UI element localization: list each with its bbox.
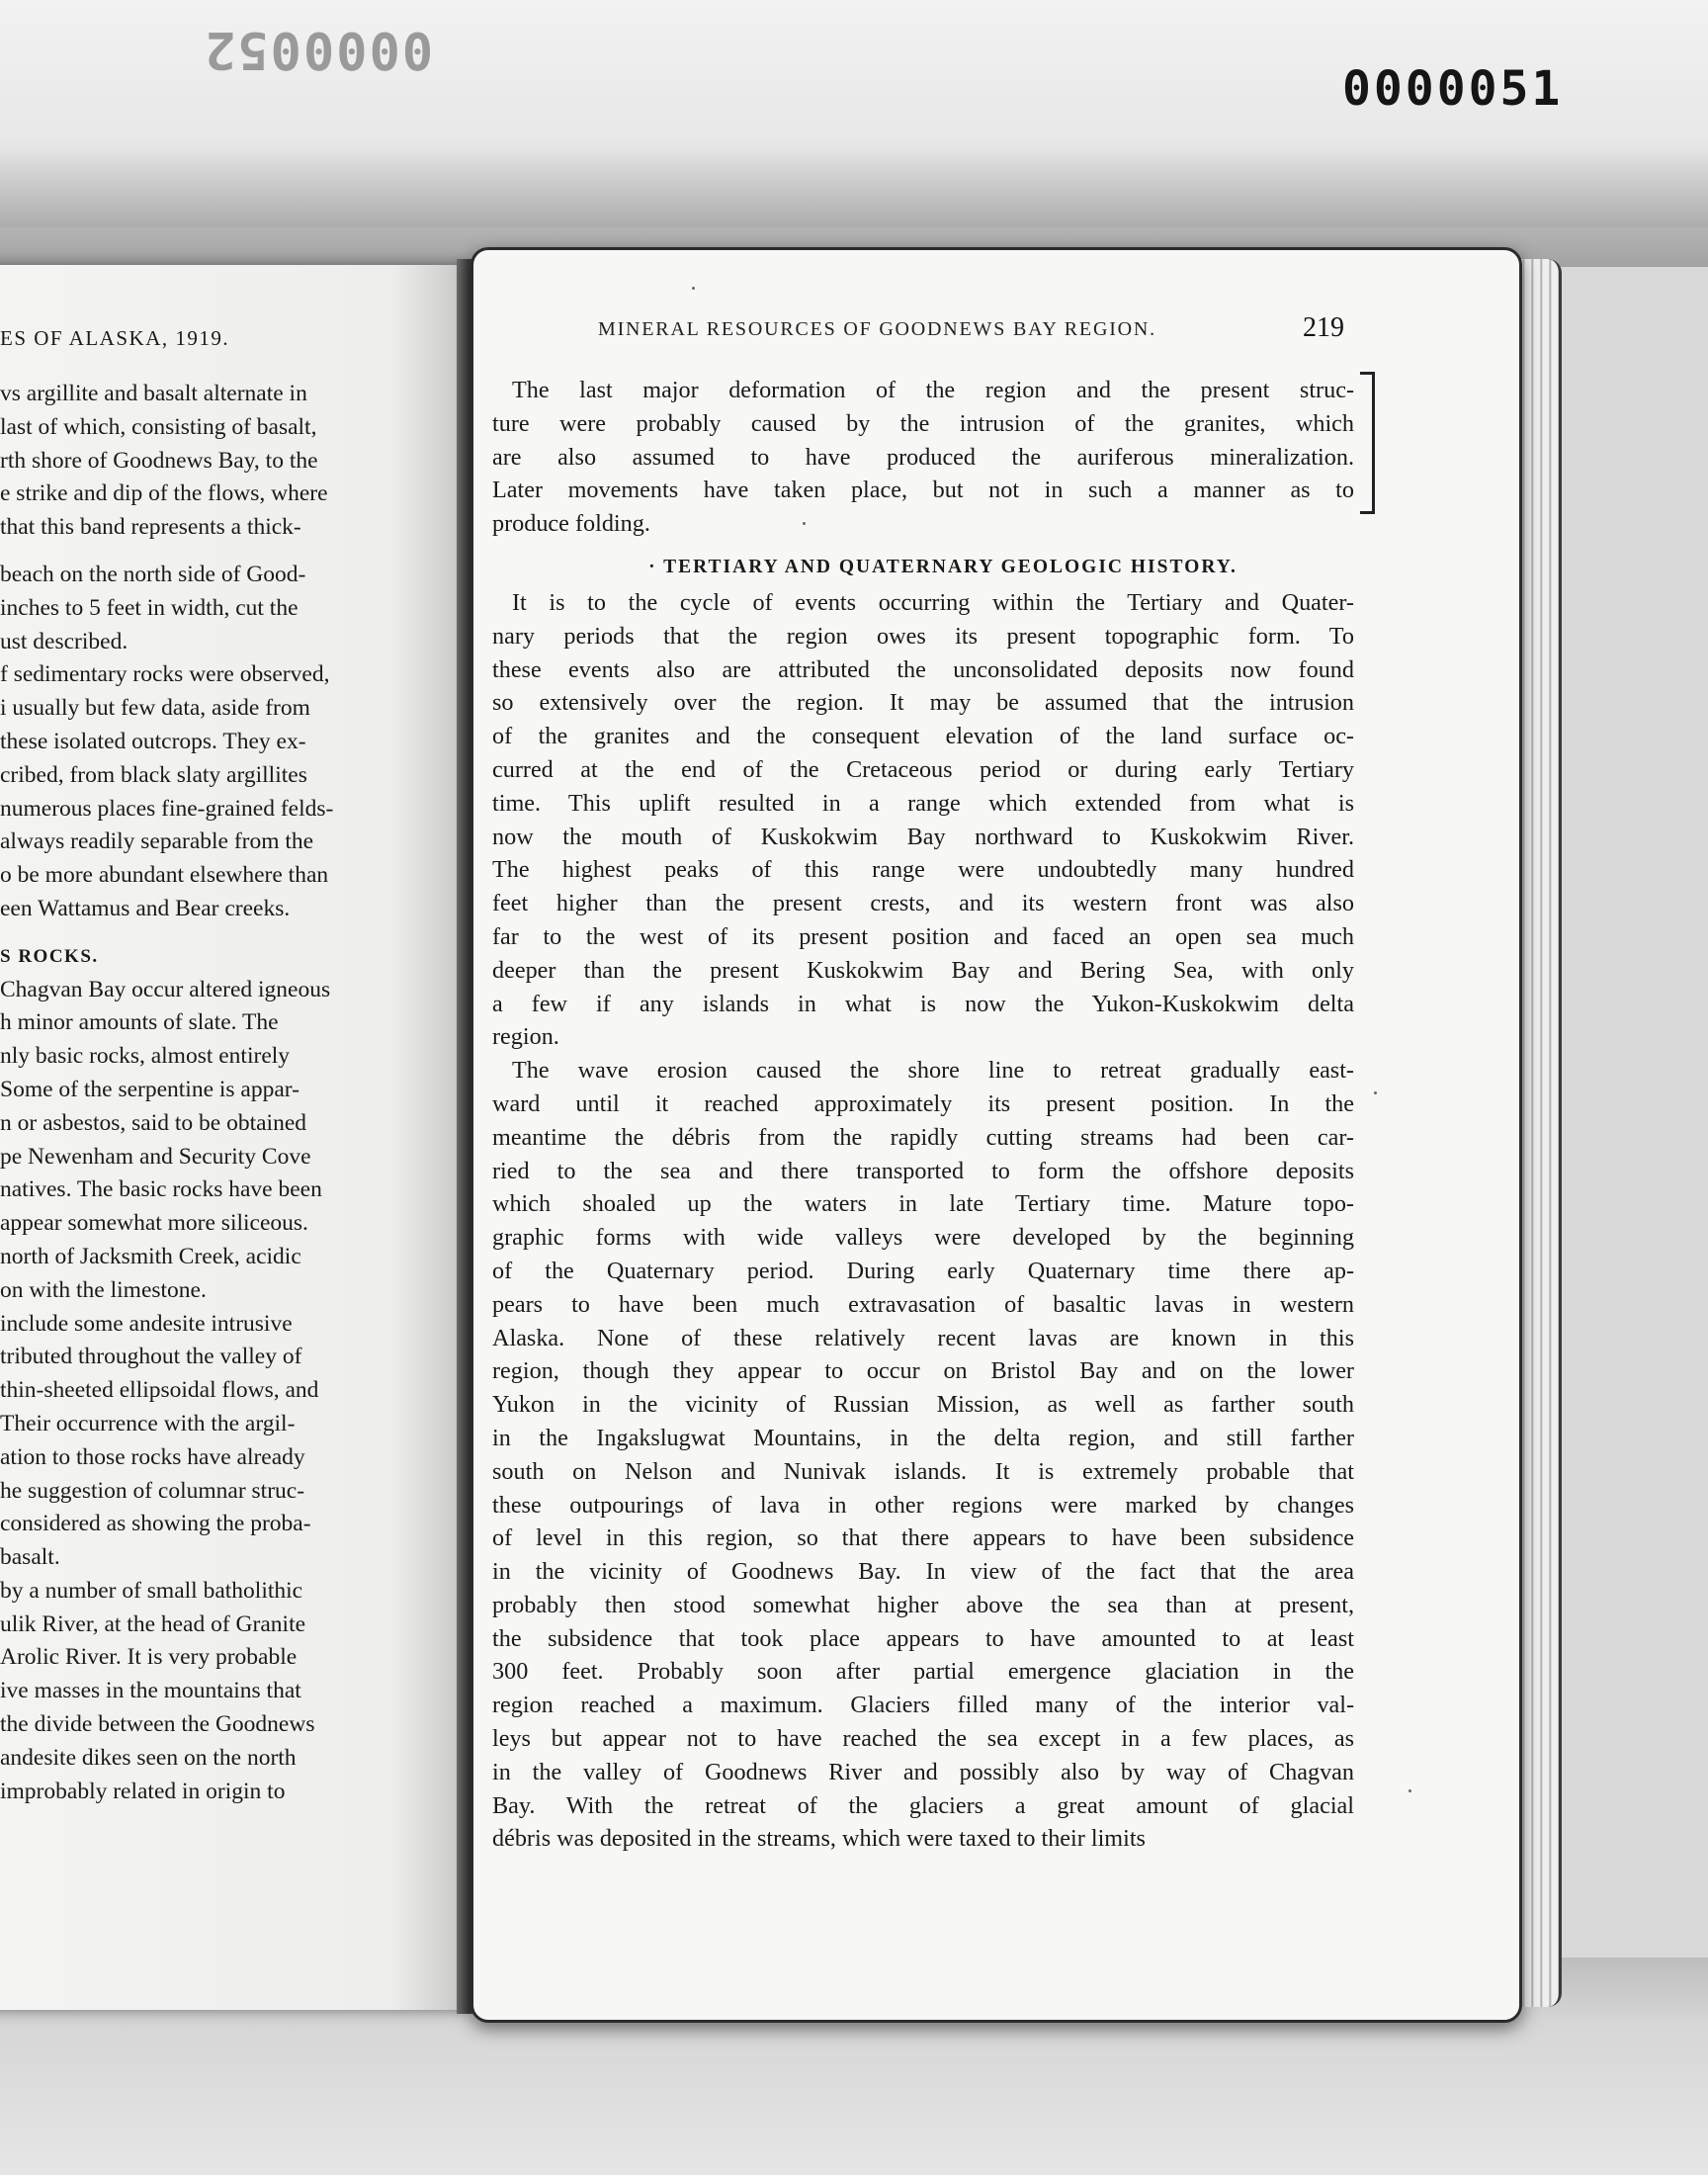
text-line: natives. The basic rocks have been: [0, 1176, 322, 1203]
text-line: he suggestion of columnar struc-: [0, 1477, 305, 1504]
margin-bracket: [1360, 372, 1375, 514]
text-line: by a number of small batholithic: [0, 1577, 303, 1604]
text-line: now the mouth of Kuskokwim Bay northward to Kuskokwim River.: [492, 823, 1354, 850]
scan-speck: [692, 287, 695, 290]
text-line: so extensively over the region. It may be assumed that the intrusion: [492, 689, 1354, 717]
text-line: ust described.: [0, 628, 128, 654]
text-line: region, though they appear to occur on Bristol Bay and on the lower: [492, 1357, 1354, 1385]
left-running-head: ES OF ALASKA, 1919.: [0, 326, 230, 350]
text-line: meantime the débris from the rapidly cutting streams had been car-: [492, 1123, 1354, 1151]
text-line: ulik River, at the head of Granite: [0, 1610, 306, 1637]
text-line: produce folding.: [492, 510, 650, 538]
text-line: pe Newenham and Security Cove: [0, 1143, 311, 1170]
paragraph-deformation: [492, 374, 1354, 541]
text-line: Chagvan Bay occur altered igneous: [0, 976, 331, 1002]
text-line: curred at the end of the Cretaceous period or during early Tertiary: [492, 755, 1354, 783]
text-line: last of which, consisting of basalt,: [0, 413, 317, 440]
text-line: considered as showing the proba-: [0, 1511, 311, 1537]
text-line: graphic forms with wide valleys were developed by the beginning: [492, 1224, 1354, 1252]
text-line: pears to have been much extravasation of basaltic lavas in western: [492, 1290, 1354, 1318]
text-line: Later movements have taken place, but not in such a manner as to: [492, 477, 1354, 504]
text-line: Alaska. None of these relatively recent lavas are known in this: [492, 1324, 1354, 1351]
text-line: in the vicinity of Goodnews Bay. In view of the fact that the area: [492, 1558, 1354, 1586]
left-block-a: [0, 378, 410, 545]
text-line: débris was deposited in the streams, which were taxed to their limits: [492, 1825, 1146, 1853]
text-line: f sedimentary rocks were observed,: [0, 661, 330, 688]
running-head: MINERAL RESOURCES OF GOODNEWS BAY REGION.: [598, 318, 1156, 340]
text-line: basalt.: [0, 1544, 60, 1571]
text-line: thin-sheeted ellipsoidal flows, and: [0, 1377, 319, 1404]
text-line: feet higher than the present crests, and its western front was also: [492, 890, 1354, 917]
text-line: these isolated outcrops. They ex-: [0, 728, 306, 754]
left-block-c: [0, 974, 410, 1809]
text-line: these outpourings of lava in other regions were marked by changes: [492, 1491, 1354, 1519]
text-line: inches to 5 feet in width, cut the: [0, 594, 299, 621]
text-line: Their occurrence with the argil-: [0, 1410, 296, 1436]
left-section-heading: S ROCKS.: [0, 945, 99, 967]
text-line: in the valley of Goodnews River and possibly also by way of Chagvan: [492, 1758, 1354, 1785]
text-line: probably then stood somewhat higher above the sea than at present,: [492, 1591, 1354, 1618]
text-line: time. This uplift resulted in a range which extended from what is: [492, 789, 1354, 817]
text-line: ture were probably caused by the intrusion of the granites, which: [492, 409, 1354, 437]
text-line: tributed throughout the valley of: [0, 1344, 302, 1370]
left-block-b: [0, 559, 410, 926]
text-line: deeper than the present Kuskokwim Bay and Bering Sea, with only: [492, 956, 1354, 984]
text-line: The wave erosion caused the shore line to retreat gradually east-: [512, 1057, 1354, 1085]
text-line: It is to the cycle of events occurring within the Tertiary and Quater-: [512, 588, 1354, 616]
text-line: include some andesite intrusive: [0, 1310, 293, 1337]
text-line: ation to those rocks have already: [0, 1443, 305, 1470]
text-line: Bay. With the retreat of the glaciers a great amount of glacial: [492, 1791, 1354, 1819]
mirrored-page-stamp: 0000052: [203, 20, 434, 79]
text-line: 300 feet. Probably soon after partial emergence glaciation in the: [492, 1658, 1354, 1686]
text-line: ried to the sea and there transported to form the offshore deposits: [492, 1157, 1354, 1184]
left-page: [0, 265, 465, 2010]
text-line: of the granites and the consequent elevation of the land surface oc-: [492, 723, 1354, 750]
text-line: nly basic rocks, almost entirely: [0, 1043, 291, 1070]
text-line: beach on the north side of Good-: [0, 561, 306, 587]
text-line: the divide between the Goodnews: [0, 1711, 315, 1738]
page-number: 219: [1303, 312, 1344, 343]
text-line: in the Ingakslugwat Mountains, in the delta region, and still farther: [492, 1424, 1354, 1451]
text-line: n or asbestos, said to be obtained: [0, 1109, 307, 1136]
left-page-text: [0, 326, 410, 1808]
text-line: a few if any islands in what is now the Yukon-Kuskokwim delta: [492, 990, 1354, 1017]
text-line: appear somewhat more siliceous.: [0, 1210, 308, 1237]
scan-speck: [1374, 1091, 1377, 1094]
text-line: region.: [492, 1023, 559, 1051]
text-line: vs argillite and basalt alternate in: [0, 381, 307, 406]
text-line: leys but appear not to have reached the sea except in a few places, as: [492, 1725, 1354, 1753]
text-line: are also assumed to have produced the auriferous mineralization.: [492, 443, 1354, 471]
text-line: The highest peaks of this range were undoubtedly many hundred: [492, 856, 1354, 884]
text-line: of level in this region, so that there appears to have been subsidence: [492, 1524, 1354, 1552]
text-line: on with the limestone.: [0, 1276, 207, 1303]
text-line: een Wattamus and Bear creeks.: [0, 895, 291, 921]
text-line: south on Nelson and Nunivak islands. It is extremely probable that: [492, 1457, 1354, 1485]
text-line: h minor amounts of slate. The: [0, 1009, 279, 1036]
text-line: which shoaled up the waters in late Tertiary time. Mature topo-: [492, 1190, 1354, 1218]
text-line: rth shore of Goodnews Bay, to the: [0, 447, 318, 474]
right-page-text: [492, 374, 1354, 1856]
text-line: far to the west of its present position and faced an open sea much: [492, 922, 1354, 950]
page-stamp-number: 0000051: [1342, 61, 1564, 117]
text-line: Arolic River. It is very probable: [0, 1644, 298, 1671]
text-line: cribed, from black slaty argillites: [0, 761, 307, 788]
text-line: Some of the serpentine is appar-: [0, 1076, 299, 1102]
text-line: nary periods that the region owes its present topographic form. To: [492, 622, 1354, 650]
paragraph-wave-erosion: [492, 1054, 1354, 1856]
text-line: the subsidence that took place appears to have amounted to at least: [492, 1624, 1354, 1652]
text-line: numerous places fine-grained felds-: [0, 795, 334, 822]
text-line: The last major deformation of the region and the present struc-: [512, 377, 1354, 403]
text-line: i usually but few data, aside from: [0, 695, 310, 722]
text-line: improbably related in origin to: [0, 1778, 286, 1804]
scan-speck: [1409, 1789, 1411, 1792]
text-line: andesite dikes seen on the north: [0, 1744, 297, 1771]
text-line: always readily separable from the: [0, 828, 314, 855]
section-heading: · TERTIARY AND QUATERNARY GEOLOGIC HISTORY.: [648, 556, 1238, 577]
section-heading-text: TERTIARY AND QUATERNARY GEOLOGIC HISTORY.: [663, 556, 1238, 577]
text-line: that this band represents a thick-: [0, 514, 301, 541]
scan-speck: [803, 522, 806, 525]
text-line: region reached a maximum. Glaciers filled many of the interior val-: [492, 1692, 1354, 1719]
text-line: o be more abundant elsewhere than: [0, 862, 329, 889]
text-line: these events also are attributed the unconsolidated deposits now found: [492, 655, 1354, 683]
text-line: e strike and dip of the flows, where: [0, 480, 328, 507]
text-line: Yukon in the vicinity of Russian Mission, as well as farther south: [492, 1391, 1354, 1419]
text-line: of the Quaternary period. During early Quaternary time there ap-: [492, 1257, 1354, 1284]
text-line: north of Jacksmith Creek, acidic: [0, 1243, 301, 1269]
text-line: ive masses in the mountains that: [0, 1678, 301, 1704]
text-line: ward until it reached approximately its present position. In the: [492, 1089, 1354, 1117]
paragraph-tertiary-events: [492, 586, 1354, 1054]
